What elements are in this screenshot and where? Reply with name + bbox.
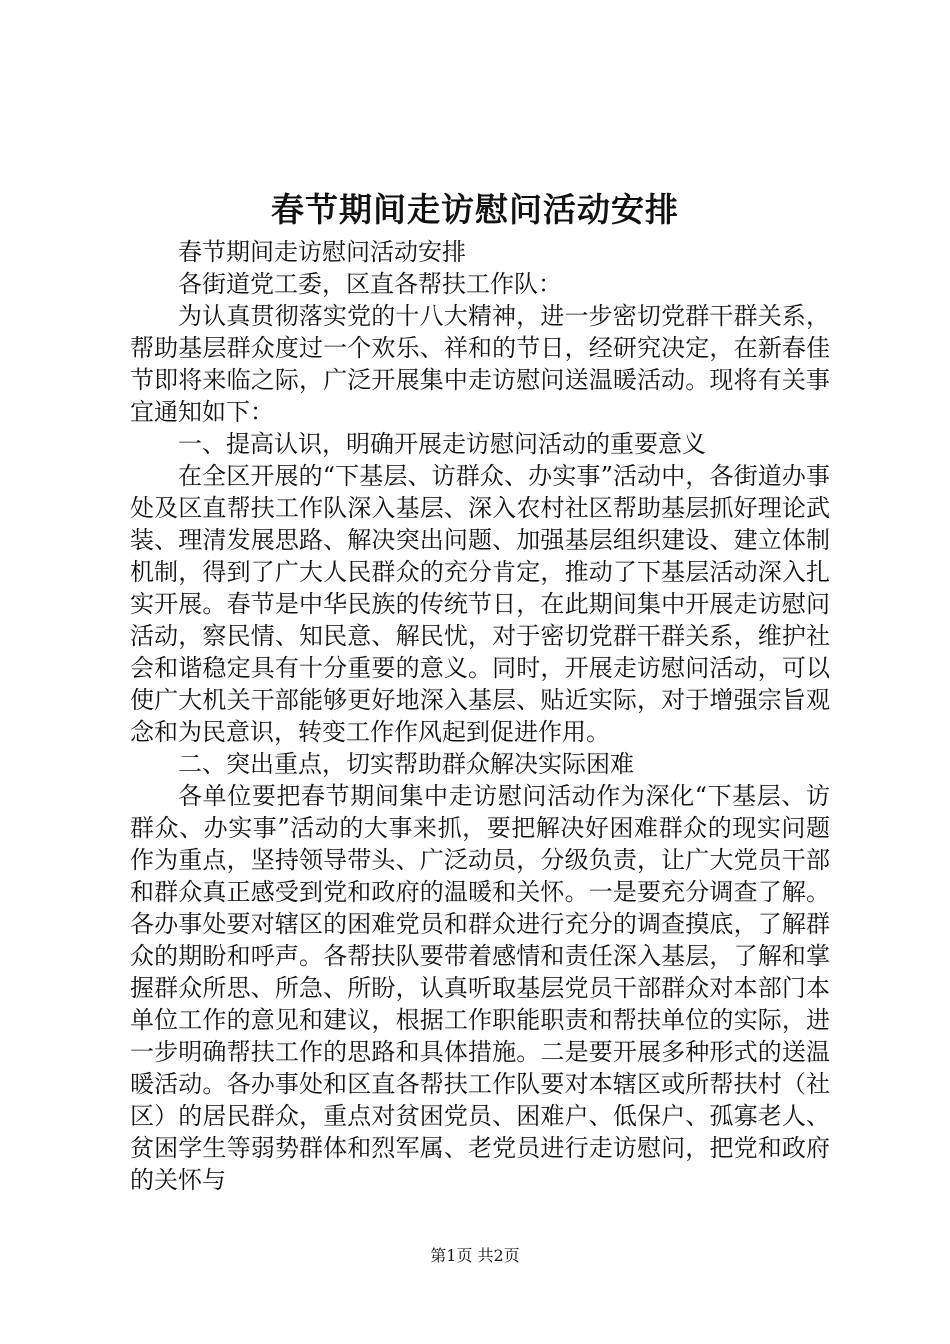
document-body bbox=[130, 236, 830, 1196]
section-2-paragraph: 各单位要把春节期间集中走访慰问活动作为深化“下基层、访群众、办实事”活动的大事来抓，要把解决好困难群众的现实问题作为重点，坚持领导带头、广泛动员，分级负责，让广大党员干部和群众真正感受到党和政府的温暖和关怀。一是要充分调查了解。各办事处要对辖区的困难党员和群众进行充分的调查摸底，了解群众的期盼和呼声。各帮扶队要带着感情和责任深入基层，了解和掌握群众所思、所急、所盼，认真听取基层党员干部群众对本部门本单位工作的意见和建议，根据工作职能职责和帮扶单位的实际，进一步明确帮扶工作的思路和具体措施。二是要开展多种形式的送温暖活动。各办事处和区直各帮扶工作队要对本辖区或所帮扶村（社区）的居民群众，重点对贫困党员、困难户、低保户、孤寡老人、贫困学生等弱势群体和烈军属、老党员进行走访慰问，把党和政府的关怀与 bbox=[130, 782, 830, 1194]
subtitle-paragraph: 春节期间走访慰问活动安排 bbox=[178, 238, 466, 266]
section-heading-2: 二、突出重点，切实帮助群众解决实际困难 bbox=[178, 750, 634, 778]
page-footer: 第1页 共2页 bbox=[430, 1246, 520, 1265]
document-title: 春节期间走访慰问活动安排 bbox=[271, 190, 679, 229]
section-heading-1: 一、提高认识，明确开展走访慰问活动的重要意义 bbox=[178, 430, 706, 458]
section-1-paragraph: 在全区开展的“下基层、访群众、办实事”活动中，各街道办事处及区直帮扶工作队深入基层、深入农村社区帮助基层抓好理论武装、理清发展思路、解决突出问题、加强基层组织建设、建立体制机制，得到了广大人民群众的充分肯定，推动了下基层活动深入扎实开展。春节是中华民族的传统节日，在此期间集中开展走访慰问活动，察民情、知民意、解民忧，对于密切党群干群关系，维护社会和谐稳定具有十分重要的意义。同时，开展走访慰问活动，可以使广大机关干部能够更好地深入基层、贴近实际，对于增强宗旨观念和为民意识，转变工作作风起到促进作用。 bbox=[130, 462, 830, 746]
intro-paragraph: 为认真贯彻落实党的十八大精神，进一步密切党群干群关系，帮助基层群众度过一个欢乐、祥和的节日，经研究决定，在新春佳节即将来临之际，广泛开展集中走访慰问送温暖活动。现将有关事宜通知如下： bbox=[130, 302, 830, 426]
salutation-paragraph: 各街道党工委，区直各帮扶工作队： bbox=[178, 270, 562, 298]
